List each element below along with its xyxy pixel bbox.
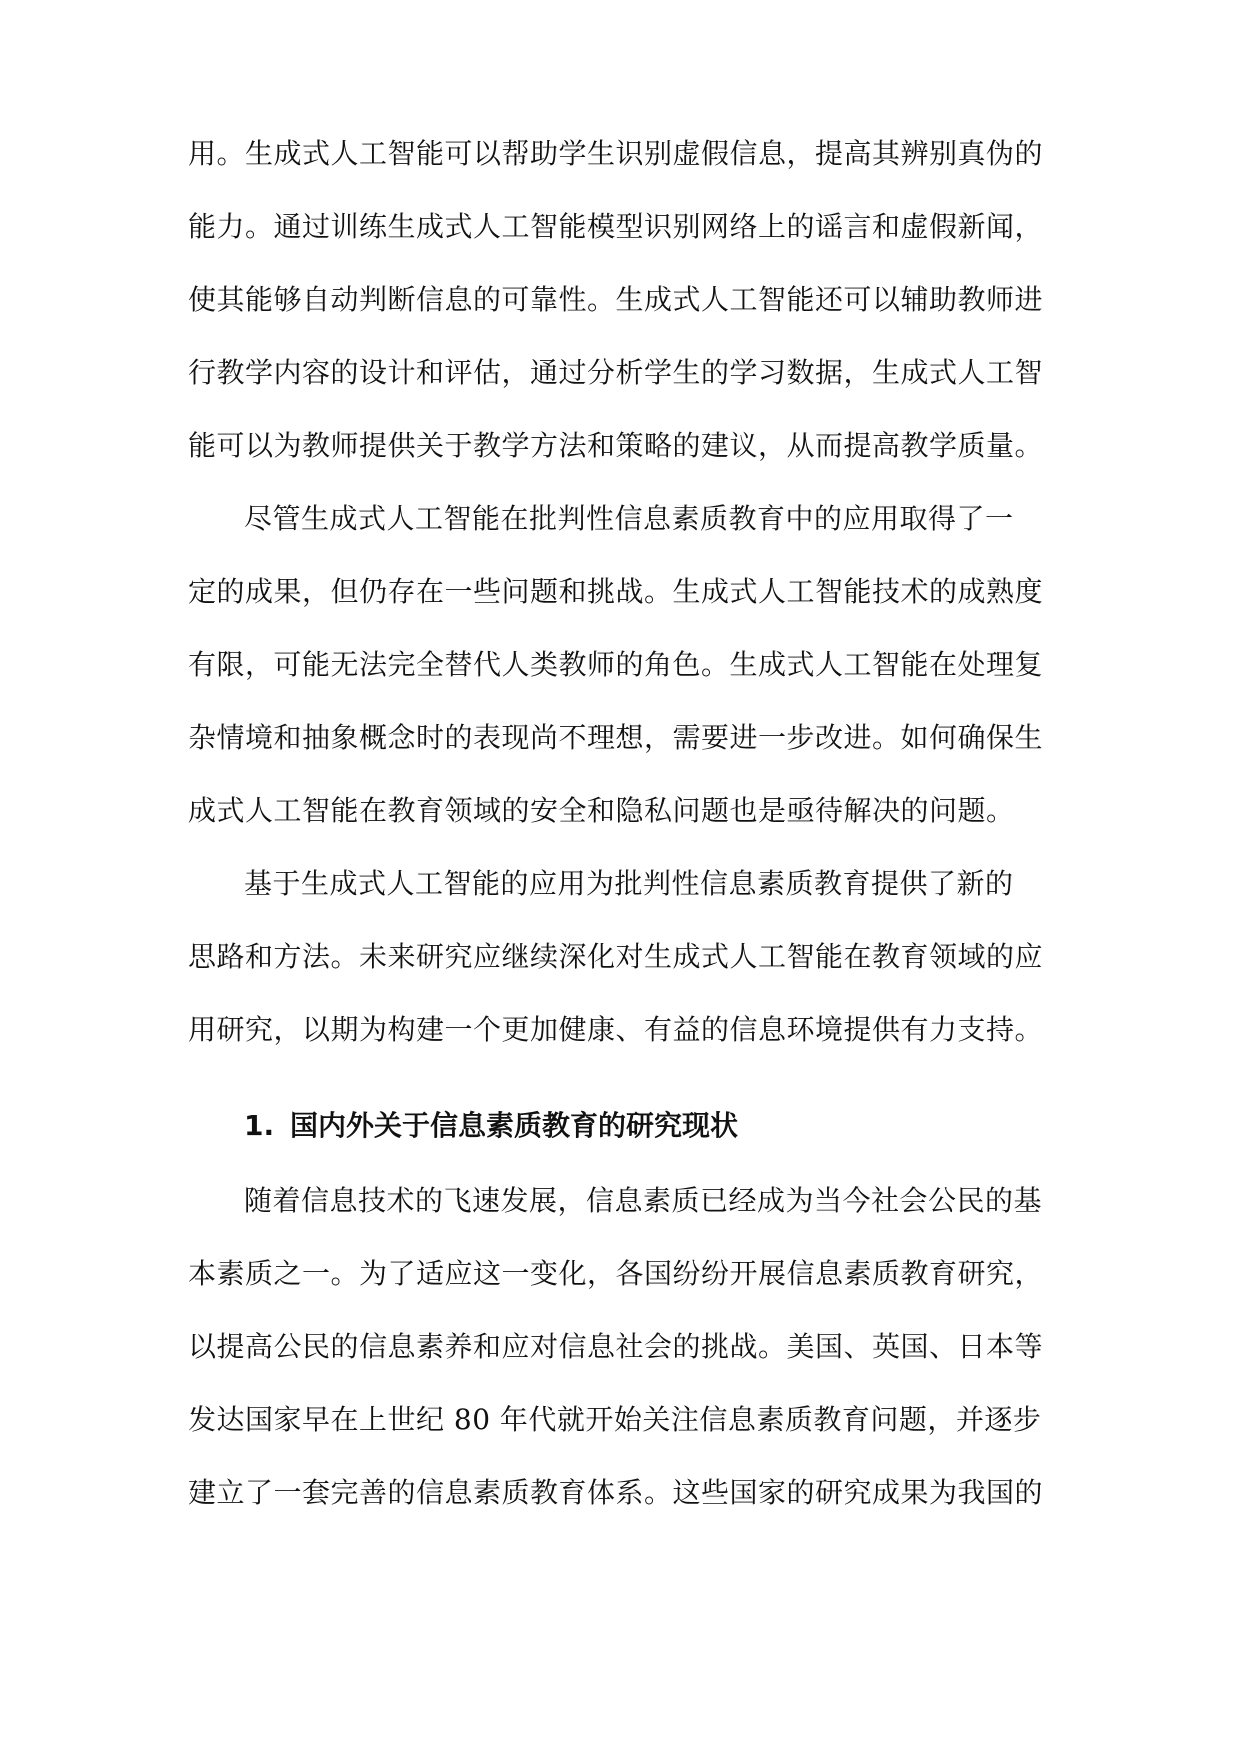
paragraph-3-line-1: 基于生成式人工智能的应用为批判性信息素质教育提供了新的 — [244, 867, 1014, 900]
section-paragraph-line-2: 本素质之一。为了适应这一变化，各国纷纷开展信息素质教育研究， — [188, 1257, 1044, 1290]
section-paragraph-line-5: 建立了一套完善的信息素质教育体系。这些国家的研究成果为我国的 — [188, 1476, 1044, 1509]
paragraph-1-line-4: 行教学内容的设计和评估，通过分析学生的学习数据，生成式人工智 — [188, 356, 1044, 389]
paragraph-2-line-3: 有限，可能无法完全替代人类教师的角色。生成式人工智能在处理复 — [188, 648, 1044, 681]
paragraph-1-line-2: 能力。通过训练生成式人工智能模型识别网络上的谣言和虚假新闻， — [188, 210, 1044, 243]
paragraph-2-line-2: 定的成果，但仍存在一些问题和挑战。生成式人工智能技术的成熟度 — [188, 575, 1044, 608]
paragraph-1-line-3: 使其能够自动判断信息的可靠性。生成式人工智能还可以辅助教师进 — [188, 283, 1044, 316]
section-heading — [244, 1106, 1068, 1146]
paragraph-3-line-2: 思路和方法。未来研究应继续深化对生成式人工智能在教育领域的应 — [188, 940, 1044, 973]
section-paragraph-line-4: 发达国家早在上世纪 80 年代就开始关注信息素质教育问题，并逐步 — [188, 1403, 1042, 1436]
section-paragraph-line-1: 随着信息技术的飞速发展，信息素质已经成为当今社会公民的基 — [244, 1184, 1043, 1217]
section-number: 1. — [244, 1109, 275, 1142]
paragraph-2-line-4: 杂情境和抽象概念时的表现尚不理想，需要进一步改进。如何确保生 — [188, 721, 1044, 754]
paragraph-3-line-3: 用研究，以期为构建一个更加健康、有益的信息环境提供有力支持。 — [188, 1013, 1044, 1046]
paragraph-1-line-1: 用。生成式人工智能可以帮助学生识别虚假信息，提高其辨别真伪的 — [188, 137, 1044, 170]
paragraph-2-line-5: 成式人工智能在教育领域的安全和隐私问题也是亟待解决的问题。 — [188, 794, 1015, 827]
paragraph-1-line-5: 能可以为教师提供关于教学方法和策略的建议，从而提高教学质量。 — [188, 429, 1044, 462]
section-title: 国内外关于信息素质教育的研究现状 — [290, 1109, 739, 1142]
section-paragraph-line-3: 以提高公民的信息素养和应对信息社会的挑战。美国、英国、日本等 — [188, 1330, 1044, 1363]
paragraph-2-line-1: 尽管生成式人工智能在批判性信息素质教育中的应用取得了一 — [244, 502, 1014, 535]
